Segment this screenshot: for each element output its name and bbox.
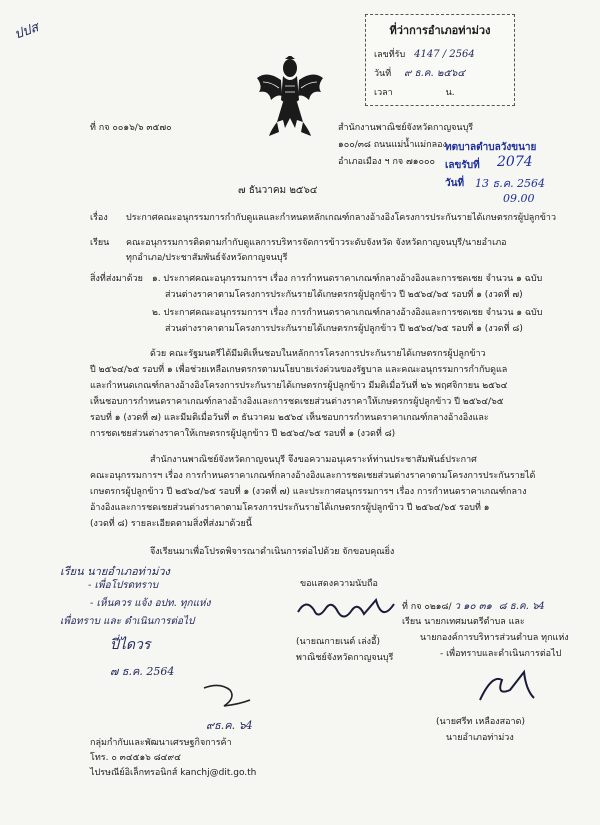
body-para-2-line-3: เกษตรกรผู้ปลูกข้าว ปี ๒๕๖๔/๖๕ รอบที่ ๑ (งวดที่ ๗) และประกาศอนุกรรมการฯ เรื่อง การกำหนดราคาเกณฑ์กลาง — [90, 487, 527, 497]
regards-text: ขอแสดงความนับถือ — [300, 579, 378, 589]
enclosure-1-line-2: ส่วนต่างราคาตามโครงการประกันรายได้เกษตรกรผู้ปลูกข้าว ปี ๒๕๖๔/๖๕ รอบที่ ๑ (งวดที่ ๗) — [165, 290, 523, 300]
local-admin-date-label: วันที่ — [445, 178, 465, 189]
corner-note: ปปส — [12, 20, 41, 43]
body-para-1-line-4: เห็นชอบการกำหนดราคาเกณฑ์กลางอ้างอิงและการชดเชยส่วนต่างราคาให้เกษตรกรผู้ปลูกข้าว ปี ๒๕๖๔/๖๕ — [90, 397, 504, 407]
enclosure-label: สิ่งที่ส่งมาด้วย — [90, 274, 143, 284]
district-chief-signature-icon — [470, 666, 540, 712]
enclosure-2-line-1: ๒. ประกาศคณะอนุกรรมการฯ เรื่อง การกำหนดราคาเกณฑ์กลางอ้างอิงและการชดเชย จำนวน ๑ ฉบับ — [152, 308, 543, 318]
to-text-line-1: คณะอนุกรรมการติดตามกำกับดูแลการบริหารจัดการข้าวระดับจังหวัด จังหวัดกาญจนบุรี/นายอำเภอ — [126, 238, 507, 248]
local-admin-time-value: 09.00 — [503, 192, 535, 205]
garuda-emblem-icon — [255, 56, 325, 138]
signer-title: พาณิชย์จังหวัดกาญจนบุรี — [296, 653, 394, 663]
receipt-stamp-title: ที่ว่าการอำเภอท่าม่วง — [389, 24, 491, 37]
body-para-2-line-1: สำนักงานพาณิชย์จังหวัดกาญจนบุรี จึงขอความอนุเคราะห์ท่านประชาสัมพันธ์ประกาศ — [150, 455, 477, 465]
sender-line-3: อำเภอเมือง ฯ กจ ๗๑๐๐๐ — [338, 157, 436, 167]
subject-label: เรื่อง — [90, 213, 108, 223]
body-para-1-line-6: การชดเชยส่วนต่างราคาให้เกษตรกรผู้ปลูกข้าว ปี ๒๕๖๔/๖๕ รอบที่ ๑ (งวดที่ ๘) — [90, 429, 396, 439]
local-admin-number-label: เลขรับที่ — [445, 160, 480, 171]
district-chief-name: (นายศรีท เหลืองสอาด) — [436, 717, 525, 727]
to-label: เรียน — [90, 238, 110, 248]
forward-to-line-1: เรียน นายกเทศมนตรีตำบล และ — [402, 617, 525, 627]
forward-to-line-2: นายกองค์การบริหารส่วนตำบล ทุกแห่ง — [420, 633, 569, 643]
forward-doc-number-hand: ว ๑๐ ๓๑ — [454, 601, 492, 612]
to-text-line-2: ทุกอำเภอ/ประชาสัมพันธ์จังหวัดกาญจนบุรี — [126, 253, 288, 263]
receipt-date-row — [374, 66, 465, 81]
handwritten-note-signature: ปี่ไดวร — [110, 637, 151, 653]
closing-request: จึงเรียนมาเพื่อโปรดพิจารณาดำเนินการต่อไปด้วย จักขอบคุณยิ่ง — [150, 547, 395, 557]
handwritten-note-line-4: เพื่อทราบ และ ดำเนินการต่อไป — [60, 616, 195, 627]
body-para-2-line-2: คณะอนุกรรมการฯ เรื่อง การกำหนดราคาเกณฑ์กลางอ้างอิงและการชดเชยส่วนต่างราคาตามโครงการประกันรายได้ — [90, 471, 536, 481]
local-admin-number-value: 2074 — [497, 154, 533, 170]
receipt-time-row — [374, 85, 455, 99]
body-para-2-line-4: อ้างอิงและการชดเชยส่วนต่างราคาตามโครงการประกันรายได้เกษตรกรผู้ปลูกข้าว ปี ๒๕๖๔/๖๕ รอบที่ ๑ — [90, 503, 490, 513]
receipt-number-value: 4147 / 2564 — [414, 49, 475, 60]
handwritten-note-line-1: เรียน นายอำเภอท่าม่วง — [60, 565, 170, 578]
enclosure-1-line-1: ๑. ประกาศคณะอนุกรรมการฯ เรื่อง การกำหนดราคาเกณฑ์กลางอ้างอิงและการชดเชย จำนวน ๑ ฉบับ — [152, 274, 543, 284]
footer-department: กลุ่มกำกับและพัฒนาเศรษฐกิจการค้า — [90, 738, 232, 748]
receipt-time-suffix: น. — [445, 88, 455, 98]
forward-doc-date: ๘ ธ.ค. ๖4 — [498, 601, 545, 612]
body-para-1-line-5: รอบที่ ๑ (งวดที่ ๗) และมีมติเมื่อวันที่ ๓ ธันวาคม ๒๕๖๔ เห็นชอบการกำหนดราคาเกณฑ์กลางอ้างอิงและ — [90, 413, 489, 423]
forward-doc-number — [402, 600, 545, 614]
receipt-number-row — [374, 47, 475, 61]
sender-line-2: ๑๐๐/๓๘ ถนนแม่น้ำแม่กลอง — [338, 140, 447, 150]
footer-email: ไปรษณีย์อิเล็กทรอนิกส์ kanchj@dit.go.th — [90, 768, 257, 778]
forward-doc-number-prefix: ที่ กจ ๐๒๑๘/ — [402, 602, 452, 612]
body-para-1-line-1: ด้วย คณะรัฐมนตรีได้มีมติเห็นชอบในหลักการโครงการประกันรายได้เกษตรกรผู้ปลูกข้าว — [150, 349, 486, 359]
local-admin-receipt-stamp — [445, 140, 555, 206]
subject-text: ประกาศคณะอนุกรรมการกำกับดูแลและกำหนดหลักเกณฑ์กลางอ้างอิงโครงการประกันรายได้เกษตรกรผู้ปลูกข้าว — [126, 213, 557, 223]
receipt-time-label: เวลา — [374, 88, 393, 98]
enclosure-2-line-2: ส่วนต่างราคาตามโครงการประกันรายได้เกษตรกรผู้ปลูกข้าว ปี ๒๕๖๔/๖๕ รอบที่ ๑ (งวดที่ ๘) — [165, 324, 523, 334]
local-admin-stamp-title: ทตบาลตำบลวังขนาย — [445, 142, 537, 153]
document-date: ๗ ธันวาคม ๒๕๖๔ — [238, 185, 318, 196]
footer-phone: โทร. ๐ ๓๔๕๑๖ ๘๔๙๔ — [90, 753, 181, 763]
signer-name: (นายณกายเนต์ เล่งอี้) — [296, 637, 380, 647]
handwritten-note-date: ๗ ธ.ค. 2564 — [110, 665, 175, 678]
receipt-date-label: วันที่ — [374, 69, 392, 79]
handwritten-note-line-2: - เพื่อโปรดทราบ — [88, 580, 159, 591]
district-chief-title: นายอำเภอท่าม่วง — [446, 733, 514, 743]
receipt-date-value: ๙ ธ.ค. ๒๕๖๔ — [404, 68, 465, 79]
forward-instruction: - เพื่อทราบและดำเนินการต่อไป — [440, 649, 562, 659]
handwritten-note-line-3: - เห็นควร แจ้ง อปท. ทุกแห่ง — [90, 598, 211, 609]
receipt-number-label: เลขที่รับ — [374, 50, 406, 60]
document-number: ที่ กจ ๐๐๑๖/๖ ๓๕๗๐ — [90, 123, 172, 133]
sender-signature-icon — [292, 592, 402, 632]
local-admin-date-value: 13 ธ.ค. 2564 — [475, 177, 546, 190]
sender-line-1: สำนักงานพาณิชย์จังหวัดกาญจนบุรี — [338, 123, 474, 133]
initials-date: ๙ธ.ค. ๖4 — [206, 719, 253, 732]
body-para-1-line-3: และกำหนดเกณฑ์กลางอ้างอิงโครงการประกันรายได้เกษตรกรผู้ปลูกข้าว มีมติเมื่อวันที่ ๒๖ พฤศจิกายน ๒๕๖๔ — [90, 381, 508, 391]
body-para-1-line-2: ปี ๒๕๖๔/๖๕ รอบที่ ๑ เพื่อช่วยเหลือเกษตรกรตามนโยบายเร่งด่วนของรัฐบาล และคณะอนุกรรมการกำกับดูแล — [90, 365, 508, 375]
receipt-stamp — [365, 14, 515, 106]
initials-signature-icon — [200, 680, 260, 716]
body-para-2-line-5: (งวดที่ ๘) รายละเอียดตามสิ่งที่ส่งมาด้วยนี้ — [90, 519, 252, 529]
